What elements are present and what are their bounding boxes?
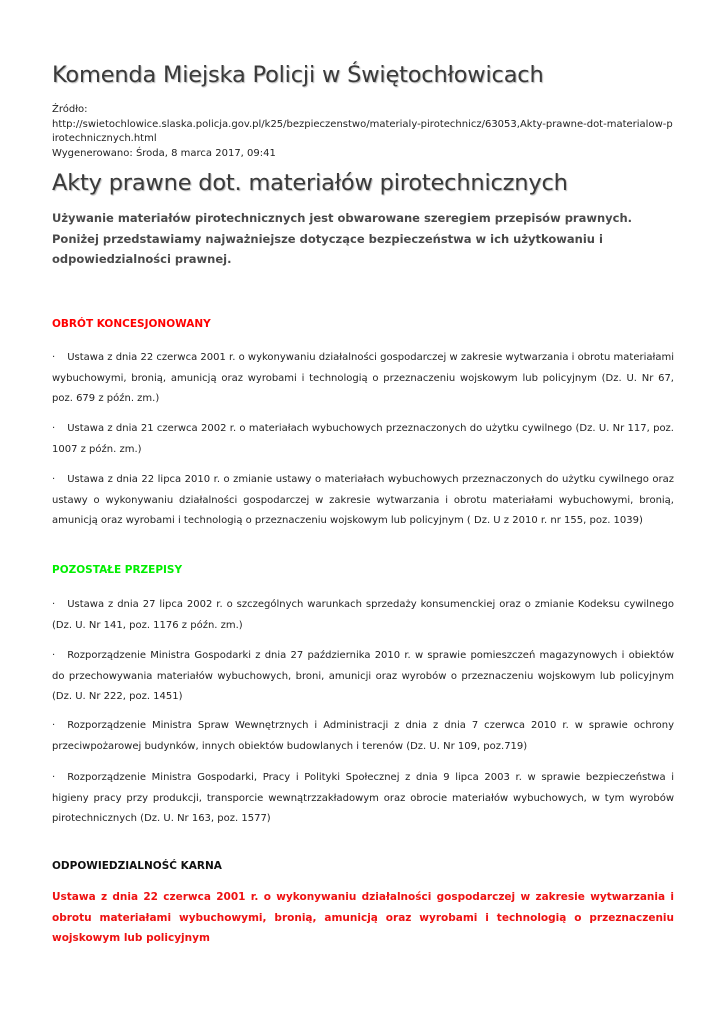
bullet-icon: · <box>52 772 56 783</box>
bullet-icon: · <box>52 599 56 610</box>
list-item: · Ustawa z dnia 27 lipca 2002 r. o szczególnych warunkach sprzedaży konsumenckiej oraz o zmianie Kodeksu cywilnego (Dz. U. Nr 141, poz. 1176 z późn. zm.) <box>52 599 674 631</box>
generated-date: Wygenerowano: Środa, 8 marca 2017, 09:41 <box>52 147 276 159</box>
source-label: Źródło: <box>52 104 88 115</box>
list-item: · Rozporządzenie Ministra Spraw Wewnętrznych i Administracji z dnia z dnia 7 czerwca 2010 r. w sprawie ochrony przeciwpożarowej budynków, innych obiektów budowlanych i terenów (Dz. U. Nr 109, poz.719) <box>52 720 674 752</box>
list-item: · Ustawa z dnia 22 lipca 2010 r. o zmianie ustawy o materiałach wybuchowych przeznaczonych do użytku cywilnego oraz ustawy o wykonywaniu działalności gospodarczej w zakresie wytwarzania i obrotu materiałami wybuchowymi, bronią, amunicją oraz wyrobami i technologią o przeznaczeniu wojskowym lub policyjnym ( Dz. U z 2010 r. nr 155, poz. 1039) <box>52 474 674 526</box>
list-item: · Ustawa z dnia 21 czerwca 2002 r. o materiałach wybuchowych przeznaczonych do użytku cywilnego (Dz. U. Nr 117, poz. 1007 z późn. zm.) <box>52 423 674 455</box>
list-item: · Ustawa z dnia 22 czerwca 2001 r. o wykonywaniu działalności gospodarczej w zakresie wytwarzania i obrotu materiałami wybuchowymi, bronią, amunicją oraz wyrobami i technologią o przeznaczeniu wojskowym lub policyjnym (Dz. U. Nr 67, poz. 679 z późn. zm.) <box>52 352 674 404</box>
list-item: · Rozporządzenie Ministra Gospodarki, Pracy i Polityki Społecznej z dnia 9 lipca 2003 r. w sprawie bezpieczeństwa i higieny pracy przy produkcji, transporcie wewnątrzzakładowym oraz obrocie materiałów wybuchowych, w tym wyrobów pirotechnicznych (Dz. U. Nr 163, poz. 1577) <box>52 772 674 824</box>
source-meta <box>52 103 674 161</box>
source-url: http://swietochlowice.slaska.policja.gov.pl/k25/bezpieczenstwo/materialy-pirotechnicz/63053,Akty-prawne-dot-materialow-pirotechnicznych.html <box>52 118 673 144</box>
section-heading-odpowiedzialnosc: ODPOWIEDZIALNOŚĆ KARNA <box>52 860 222 872</box>
section-heading-obrot: OBRÓT KONCESJONOWANY <box>52 318 211 330</box>
bullet-icon: · <box>52 720 56 731</box>
bullet-icon: · <box>52 352 56 363</box>
article-title: Akty prawne dot. materiałów pirotechnicznych <box>52 170 568 196</box>
site-title: Komenda Miejska Policji w Świętochłowicach <box>52 62 544 88</box>
bullet-icon: · <box>52 650 56 661</box>
bullet-icon: · <box>52 423 56 434</box>
list-item: · Rozporządzenie Ministra Gospodarki z dnia 27 października 2010 r. w sprawie pomieszczeń magazynowych i obiektów do przechowywania materiałów wybuchowych, broni, amunicji oraz wyrobów o przeznaczeniu wojskowym lub policyjnym (Dz. U. Nr 222, poz. 1451) <box>52 650 674 702</box>
article-lead: Używanie materiałów pirotechnicznych jest obwarowane szeregiem przepisów prawnych. Poniżej przedstawiamy najważniejsze dotyczące bezpieczeństwa w ich użytkowaniu i odpowiedzialności prawnej. <box>52 211 633 266</box>
penal-act-title: Ustawa z dnia 22 czerwca 2001 r. o wykonywaniu działalności gospodarczej w zakresie wytwarzania i obrotu materiałami wybuchowymi, bronią, amunicją oraz wyrobami i technologią o przeznaczeniu wojskowym lub policyjnym <box>52 891 674 944</box>
bullet-icon: · <box>52 474 56 485</box>
section-heading-pozostale: POZOSTAŁE PRZEPISY <box>52 564 183 576</box>
